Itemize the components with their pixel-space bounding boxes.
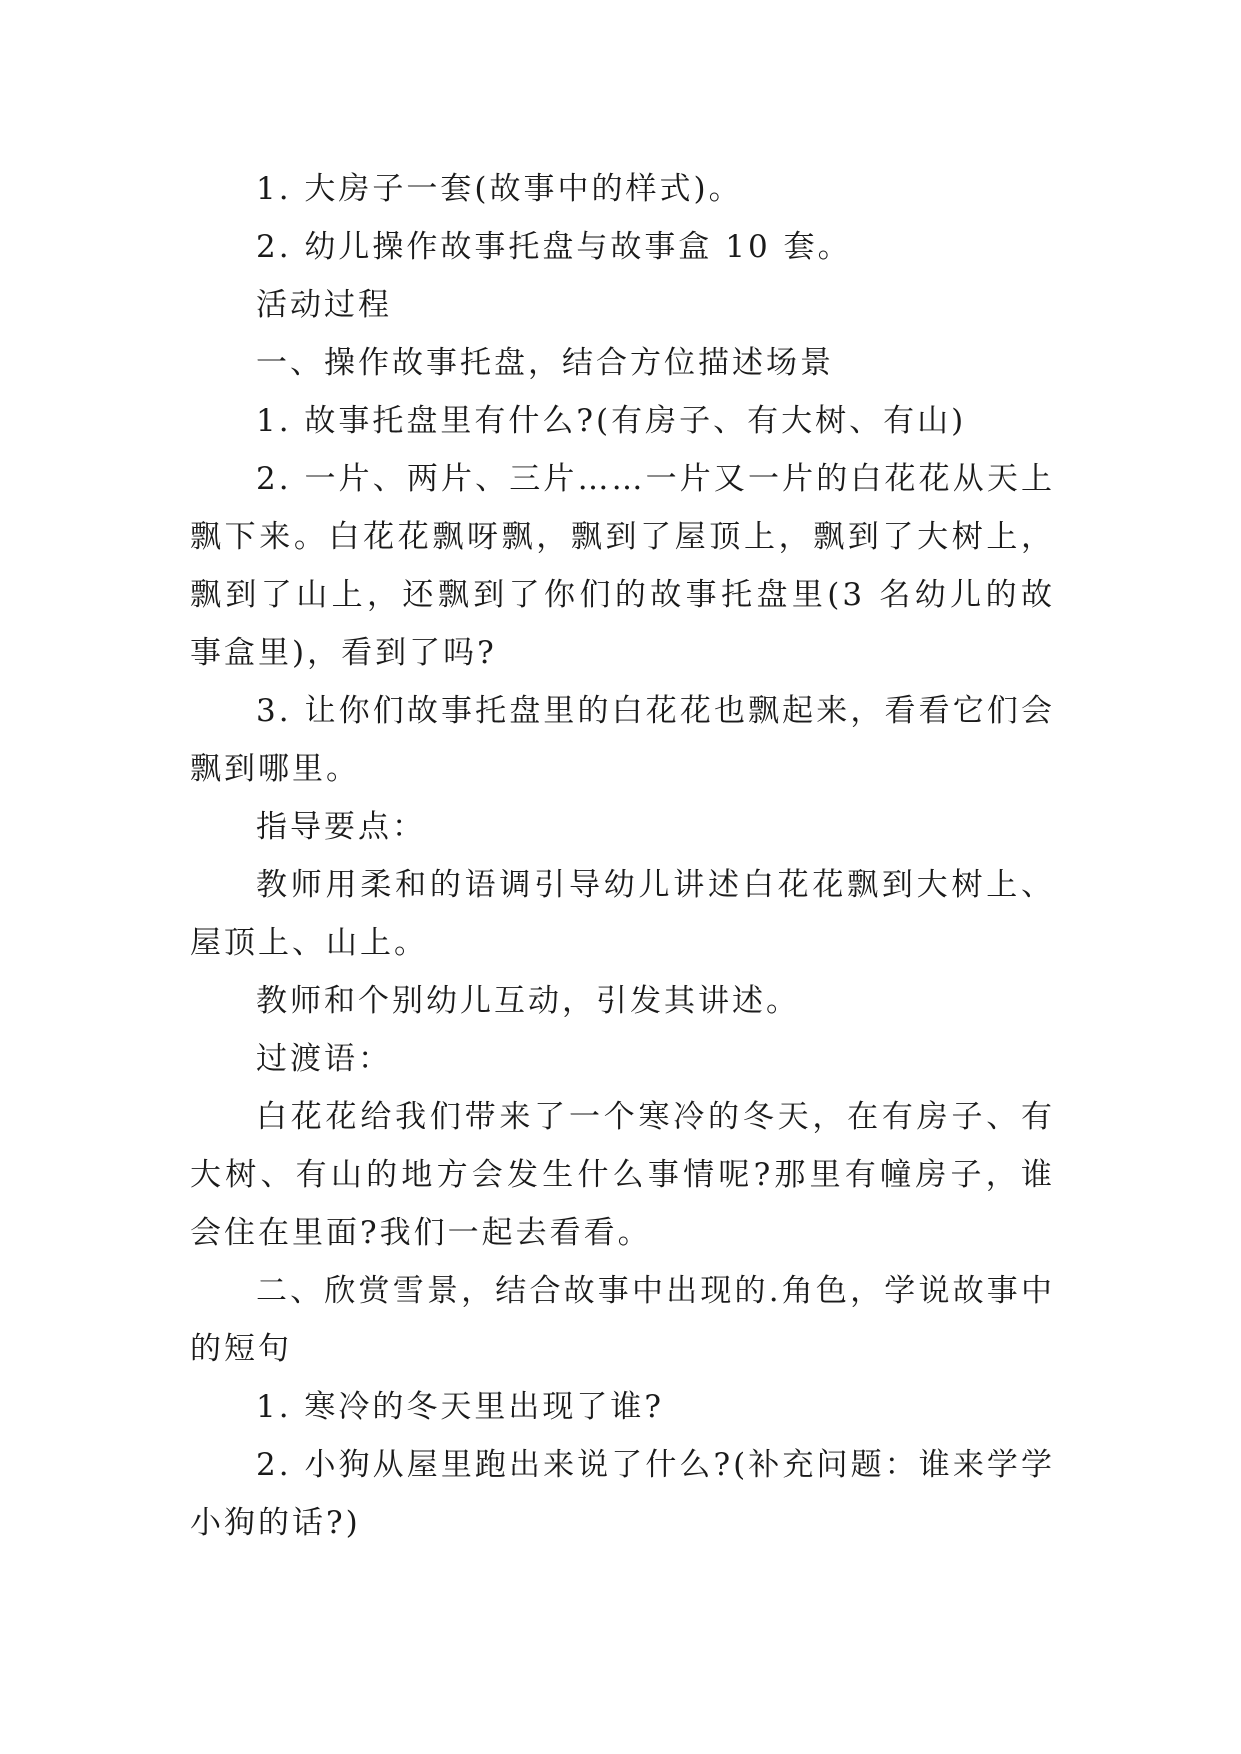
transition-text: 白花花给我们带来了一个寒冷的冬天，在有房子、有大树、有山的地方会发生什么事情呢?那里有幢房子，谁会住在里面?我们一起去看看。 bbox=[190, 1099, 1055, 1251]
step-heading-1: 一、操作故事托盘，结合方位描述场景 bbox=[256, 345, 834, 381]
step-2-item-2: 2. 小狗从屋里跑出来说了什么?(补充问题：谁来学学小狗的话?) bbox=[190, 1447, 1055, 1541]
guidance-heading: 指导要点： bbox=[256, 809, 426, 845]
document-body bbox=[190, 160, 1055, 1552]
step-1-item-2: 2. 一片、两片、三片……一片又一片的白花花从天上飘下来。白花花飘呀飘，飘到了屋顶上，飘到了大树上，飘到了山上，还飘到了你们的故事托盘里(3 名幼儿的故事盒里)，看到了吗? bbox=[190, 461, 1055, 671]
step-1-item-1: 1. 故事托盘里有什么?(有房子、有大树、有山) bbox=[256, 403, 967, 439]
material-item-2: 2. 幼儿操作故事托盘与故事盒 10 套。 bbox=[256, 229, 852, 265]
step-1-item-3: 3. 让你们故事托盘里的白花花也飘起来，看看它们会飘到哪里。 bbox=[190, 693, 1055, 787]
step-2-item-1: 1. 寒冷的冬天里出现了谁? bbox=[256, 1389, 665, 1425]
section-heading-activity-process: 活动过程 bbox=[256, 287, 392, 323]
material-item-1: 1. 大房子一套(故事中的样式)。 bbox=[256, 171, 743, 207]
step-heading-2: 二、欣赏雪景，结合故事中出现的.角色，学说故事中的短句 bbox=[190, 1273, 1055, 1367]
guidance-point-2: 教师和个别幼儿互动，引发其讲述。 bbox=[256, 983, 800, 1019]
guidance-point-1: 教师用柔和的语调引导幼儿讲述白花花飘到大树上、屋顶上、山上。 bbox=[190, 867, 1055, 961]
transition-heading: 过渡语： bbox=[256, 1041, 392, 1077]
